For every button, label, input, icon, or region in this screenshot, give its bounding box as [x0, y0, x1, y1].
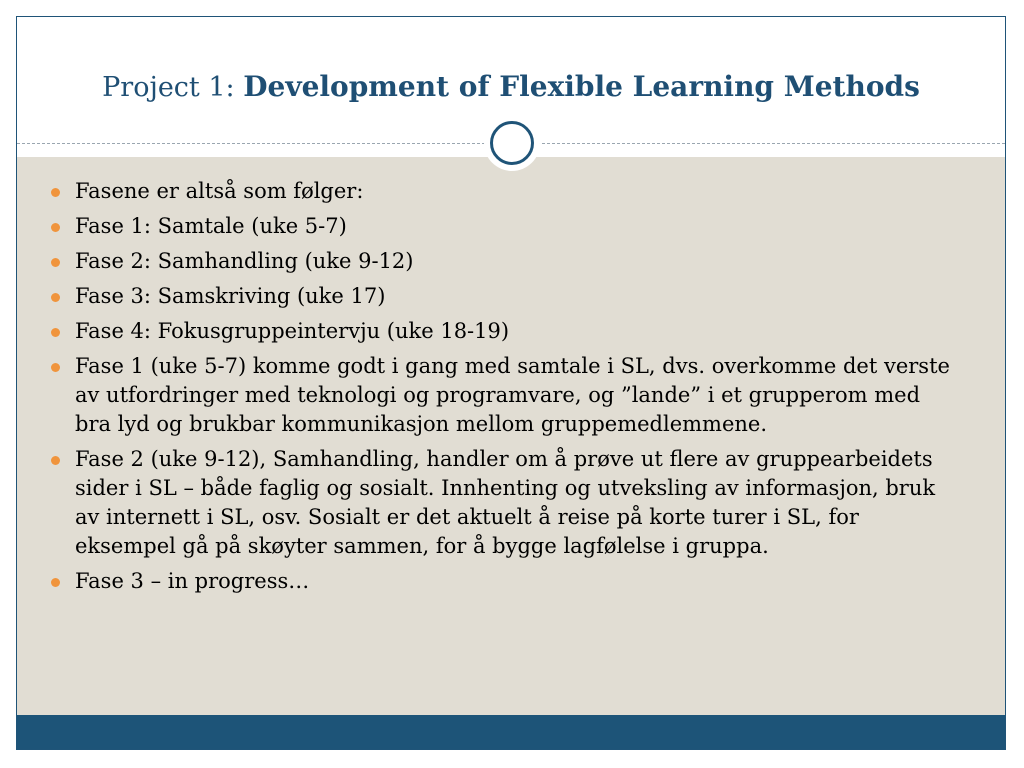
bullet-text: Fasene er altså som følger:	[75, 179, 364, 203]
dot-bullet-icon	[51, 328, 60, 337]
bullet-text: Fase 3 – in progress…	[75, 569, 310, 593]
bullet-text: Fase 1 (uke 5-7) komme godt i gang med samtale i SL, dvs. overkomme det verste av utfordringer med teknologi og programvare, og ”lande” i et grupperom med bra lyd og brukbar kommunikasjon mellom gruppemedlemmene.	[75, 354, 950, 436]
bullet-text: Fase 2: Samhandling (uke 9-12)	[75, 249, 414, 273]
dot-bullet-icon	[51, 578, 60, 587]
bullet-item	[51, 567, 951, 596]
bullet-item	[51, 445, 951, 561]
footer-bar	[17, 715, 1005, 749]
slide-title	[17, 65, 1005, 110]
bullet-item	[51, 282, 951, 311]
bullet-text: Fase 2 (uke 9-12), Samhandling, handler om å prøve ut flere av gruppearbeidets sider i SL – både faglig og sosialt. Innhenting og utveksling av informasjon, bruk av internett i SL, osv. Sosialt er det aktuelt å reise på korte turer i SL, for eksempel gå på skøyter sammen, for å bygge lagfølelse i gruppa.	[75, 447, 936, 558]
bullet-text: Fase 1: Samtale (uke 5-7)	[75, 214, 347, 238]
dot-bullet-icon	[51, 293, 60, 302]
dot-bullet-icon	[51, 363, 60, 372]
bullet-item	[51, 212, 951, 241]
bullet-item	[51, 177, 951, 206]
dot-bullet-icon	[51, 258, 60, 267]
bullet-list	[51, 177, 951, 602]
dot-bullet-icon	[51, 188, 60, 197]
bullet-text: Fase 4: Fokusgruppeintervju (uke 18-19)	[75, 319, 510, 343]
title-prefix: Project 1:	[102, 72, 244, 103]
circle-ring-inner	[490, 121, 534, 165]
bullet-item	[51, 352, 951, 439]
dot-bullet-icon	[51, 456, 60, 465]
dot-bullet-icon	[51, 223, 60, 232]
circle-ring-icon	[484, 115, 540, 171]
title-main: Development of Flexible Learning Methods	[243, 70, 920, 103]
slide	[16, 16, 1006, 750]
bullet-item	[51, 247, 951, 276]
bullet-text: Fase 3: Samskriving (uke 17)	[75, 284, 386, 308]
bullet-item	[51, 317, 951, 346]
